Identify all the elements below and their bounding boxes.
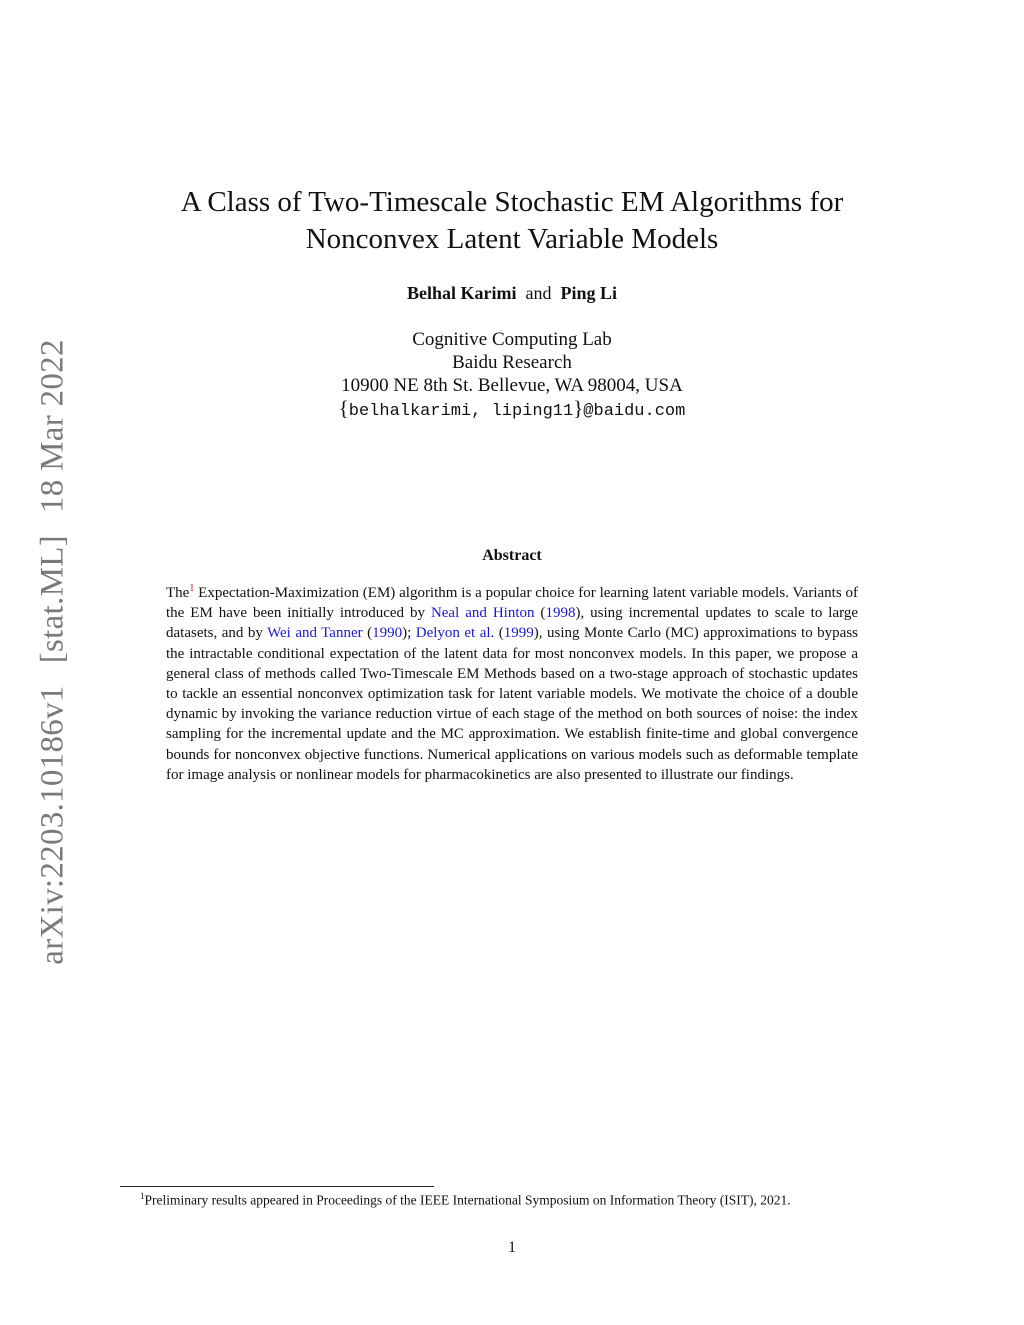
citation-year-link[interactable]: 1998 xyxy=(545,605,576,622)
citation-link[interactable]: Delyon et al. xyxy=(415,625,495,642)
footnote-link[interactable]: 1 xyxy=(189,583,195,594)
footnote-text: Preliminary results appeared in Proceedings of the IEEE International Symposium on Information Theory (ISIT), 2021. xyxy=(144,1192,791,1208)
abstract-body: The$^1$ Expectation-Maximization (EM) algorithm is a popular choice for learning latent variable models. Variants of the EM have been initially introduced by Neal and Hinton (1998), using incremental updates to scale to large datasets, and by Wei and Tanner (1990); Delyon et al. (1999), using Monte Carlo (MC) approximations to bypass the intractable conditional expectation of the latent data for most nonconvex models. In this paper, we propose a general class of methods called Two-Timescale EM Methods based on a two-stage approach of stochastic updates to tackle an essential nonconvex optimization task for latent variable models. We motivate the choice of a double dynamic by invoking the variance reduction virtue of each stage of the method on both sources of noise: the index sampling for the incremental update and the MC approximation. We establish finite-time and global convergence bounds for nonconvex objective functions. Numerical applications on various models such as deformable template for image analysis or nonlinear models for pharmacokinetics are also presented to illustrate our findings. xyxy=(166,583,859,783)
citation-year-link[interactable]: 1999 xyxy=(503,625,534,642)
title-line-2: Nonconvex Latent Variable Models xyxy=(305,223,719,255)
citation-link[interactable]: Wei and Tanner xyxy=(267,625,363,642)
email-brace-close: } xyxy=(573,396,584,420)
author-conjunction: and xyxy=(525,283,552,303)
citation-link[interactable]: Neal and Hinton xyxy=(430,605,535,622)
affiliation-org: Baidu Research xyxy=(452,352,572,373)
footnote-mark: 1 xyxy=(140,1191,145,1201)
author-name: Belhal Karimi xyxy=(406,283,517,303)
author-list xyxy=(0,283,1024,304)
email-users: belhalkarimi, liping11 xyxy=(348,402,574,421)
abstract-text: ; xyxy=(407,625,416,642)
email-brace-open: { xyxy=(338,396,349,420)
arxiv-stamp xyxy=(35,339,72,965)
page-number: 1 xyxy=(508,1239,516,1256)
abstract-heading: Abstract xyxy=(482,547,542,564)
title-line-1: A Class of Two-Timescale Stochastic EM Algorithms for xyxy=(180,186,844,218)
citation-year-link[interactable]: 1990 xyxy=(372,625,403,642)
abstract-text: The xyxy=(166,585,190,601)
arxiv-id: arXiv:2203.10186v1 xyxy=(34,685,71,965)
affiliation xyxy=(0,328,1024,423)
affiliation-lab: Cognitive Computing Lab xyxy=(412,329,612,350)
footnote xyxy=(140,1191,791,1209)
footnote-divider xyxy=(120,1186,434,1187)
affiliation-address: 10900 NE 8th St. Bellevue, WA 98004, USA xyxy=(341,375,683,396)
arxiv-category: [stat.ML] xyxy=(34,535,71,664)
author-name: Ping Li xyxy=(560,283,617,303)
arxiv-date: 18 Mar 2022 xyxy=(34,339,71,514)
abstract-text: Expectation-Maximization (EM) algorithm is a popular choice for learning latent variable models. Variants of the EM have been initially introduced by xyxy=(166,585,858,622)
abstract-text: , using incremental updates to scale to large datasets, and by xyxy=(166,605,858,642)
email-domain: @baidu.com xyxy=(583,402,686,421)
affiliation-email xyxy=(0,397,1024,423)
paper-title xyxy=(0,184,1024,258)
abstract-text: , using Monte Carlo (MC) approximations to bypass the intractable conditional expectation of the latent data for most nonconvex models. In this paper, we propose a general class of methods called Two-Timescale EM Methods based on a two-stage approach of stochastic updates to tackle an essential nonconvex optimization task for latent variable models. We motivate the choice of a double dynamic by invoking the variance reduction virtue of each stage of the method on both sources of noise: the index sampling for the incremental update and the MC approximation. We establish finite-time and global convergence bounds for nonconvex objective functions. Numerical applications on various models such as deformable template for image analysis or nonlinear models for pharmacokinetics are also presented to illustrate our findings. xyxy=(166,625,859,783)
